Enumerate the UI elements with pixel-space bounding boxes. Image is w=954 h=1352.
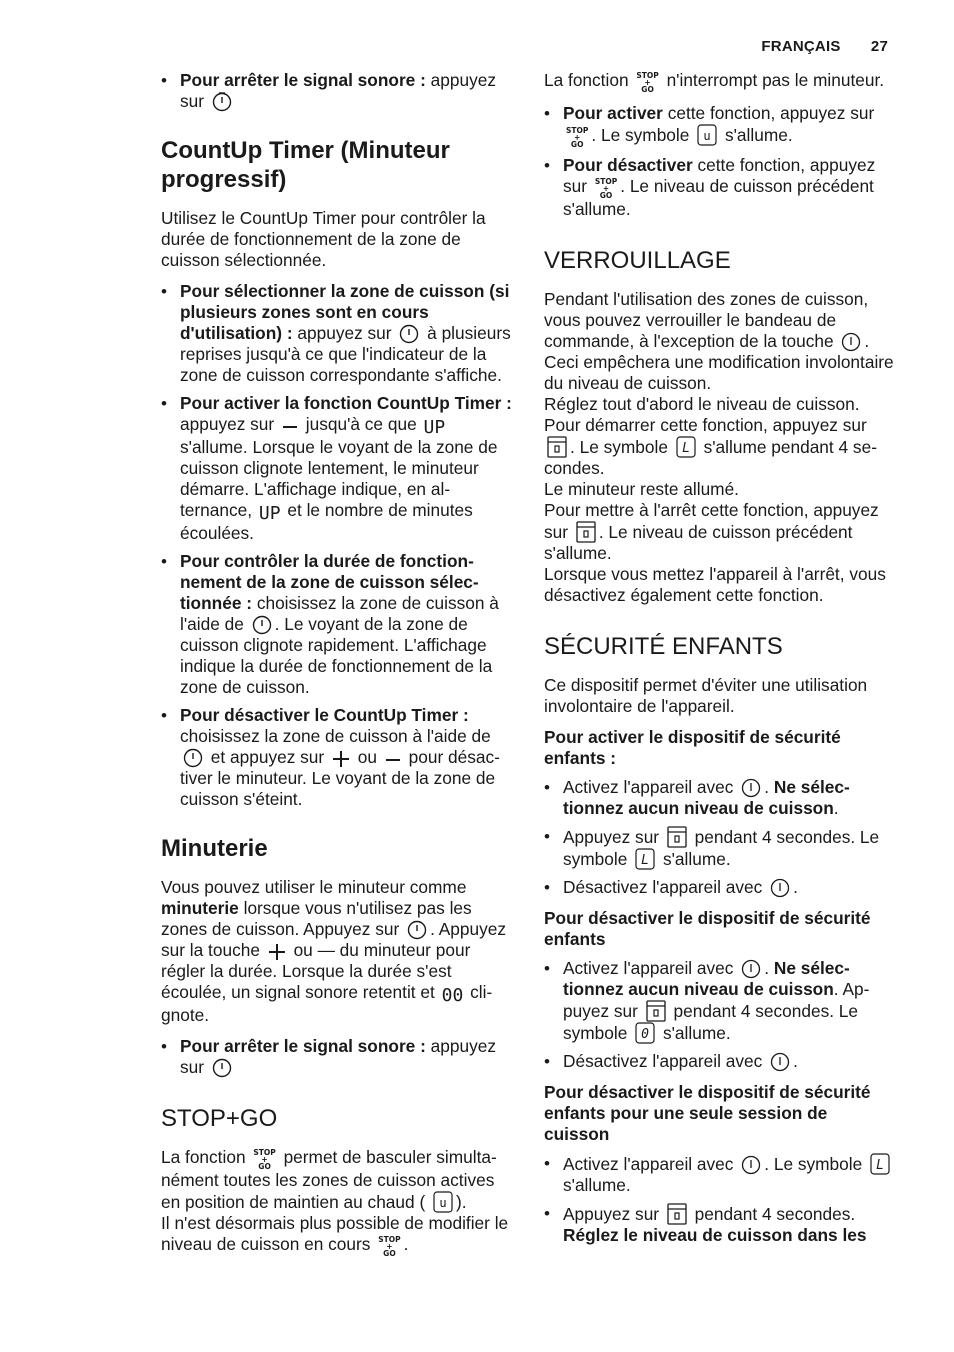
stopgo-text: La fonction STOP + GO permet de basculer simultanément toutes les zones de cuisson actives en position de maintien au chaud ( u ). Il n'est désormais plus possible de modifier le niveau de cuisson en cours STOP + GO .: [161, 1147, 509, 1258]
verrouillage-text: Pendant l'utilisation des zones de cuisson, vous pouvez verrouiller le bandeau de commande, à l'exception de la touche . Ceci empêchera une modification involontaire du niveau de cuisson. Réglez tout d'abord le niveau de cuisson. Pour démarrer cette fonction, appuyez sur . Le symbole L s'allume pendant 4 secondes. Le minuteur reste allumé. Pour mettre à l'arrêt cette fonction, appuyez sur . Le niveau de cuisson précédent s'allume. Lorsque vous mettez l'appareil à l'arrêt, vous désactivez également cette fonction.: [544, 289, 894, 605]
up-display: UP: [258, 503, 281, 524]
minuterie-list: [161, 1036, 513, 1078]
list-item: • Activez l'appareil avec . Le symbole L s'allume.: [544, 1153, 896, 1196]
lock-icon: [576, 521, 596, 543]
lock-letter-symbol: [635, 848, 655, 870]
svg-text:u: u: [703, 129, 711, 143]
timer-icon: [212, 92, 232, 112]
up-display: UP: [423, 417, 446, 438]
svg-text:L: L: [681, 441, 690, 456]
stop-go-icon: STOP + GO: [378, 1235, 401, 1258]
keep-warm-symbol: [697, 124, 717, 146]
list-item: • Pour activer la fonction CountUp Timer : appuyez sur jusqu'à ce que UP s'allume. Lorsque le voyant de la zone de cuisson clignote lentement, le minuteur démarre. L'affichage indique, en alternance, UP et le nombre de minutes écoulées.: [161, 393, 513, 544]
minuterie-title: Minuterie: [161, 835, 268, 862]
minuterie-text: Vous pouvez utiliser le minuteur comme minuterie lorsque vous n'utilisez pas les zones de cuisson. Appuyez sur . Appuyez sur la touche ou — du minuteur pour régler la durée. Lorsque la durée s'est écoulée, un signal sonore retentit et 00 clignote.: [161, 877, 506, 1025]
svg-text:0: 0: [641, 1027, 650, 1042]
page-header: [761, 38, 888, 55]
list-item: • Activez l'appareil avec . Ne sélectionnez aucun niveau de cuisson. Appuyez sur pendant 4 secondes. Le symbole 0 s'allume.: [544, 958, 896, 1044]
securite-title: SÉCURITÉ ENFANTS: [544, 633, 783, 660]
lock-letter-symbol: [870, 1153, 890, 1175]
list-item: • Appuyez sur pendant 4 secondes. Réglez le niveau de cuisson dans les: [544, 1203, 896, 1246]
power-icon: [741, 959, 761, 979]
single-session-list: [544, 1153, 896, 1246]
svg-text:L: L: [876, 1158, 884, 1173]
list-item: • Pour arrêter le signal sonore : appuyez sur: [161, 1036, 513, 1078]
stop-go-icon: STOP + GO: [636, 71, 659, 94]
timer-icon: [399, 324, 419, 344]
stopgo-continue: La fonction STOP + GO n'interrompt pas le minuteur.: [544, 70, 885, 94]
list-item: • Pour désactiver cette fonction, appuyez sur STOP + GO . Le niveau de cuisson précédent s'allume.: [544, 155, 896, 220]
lock-letter-symbol: [676, 436, 696, 458]
lock-icon: [667, 826, 687, 848]
countup-intro: Utilisez le CountUp Timer pour contrôler la durée de fonctionnement de la zone de cuisson sélectionnée.: [161, 208, 486, 270]
timer-icon: [183, 748, 203, 768]
stop-go-icon: STOP + GO: [253, 1148, 276, 1171]
stopgo-list: [544, 103, 896, 220]
activate-child-lock-list: [544, 777, 896, 898]
language-label: FRANÇAIS: [761, 38, 841, 55]
single-session-heading: Pour désactiver le dispositif de sécurité enfants pour une seule session de cuisson: [544, 1082, 871, 1144]
svg-text:u: u: [439, 1196, 447, 1210]
power-icon: [841, 332, 861, 352]
list-item: • Pour contrôler la durée de fonctionnement de la zone de cuisson sélectionnée : choisissez la zone de cuisson à l'aide de . Le voyant de la zone de cuisson clignote rapidement. L'affichage indique la durée de fonctionnement de la zone de cuisson.: [161, 551, 513, 698]
lock-icon: [667, 1203, 687, 1225]
deactivate-child-lock-list: [544, 958, 896, 1072]
zero-symbol: [635, 1022, 655, 1044]
list-item: • Pour activer cette fonction, appuyez sur STOP + GO . Le symbole u s'allume.: [544, 103, 896, 148]
plus-icon: [268, 943, 286, 961]
minus-icon: [385, 752, 401, 768]
list-item: • Pour sélectionner la zone de cuisson (si plusieurs zones sont en cours d'utilisation) : appuyez sur à plusieurs reprises jusqu'à ce que l'indicateur de la zone de cuisson correspondante s'affiche.: [161, 281, 513, 386]
list-item: • Désactivez l'appareil avec .: [544, 1051, 896, 1072]
minus-icon: [282, 419, 298, 435]
lock-icon: [646, 1000, 666, 1022]
left-column: [161, 70, 513, 1267]
right-column: [544, 70, 896, 1256]
stopgo-title: STOP+GO: [161, 1105, 278, 1132]
timer-icon: [407, 920, 427, 940]
timer-icon: [212, 1058, 232, 1078]
double-zero-display: 00: [441, 985, 464, 1006]
list-item: • Pour arrêter le signal sonore : appuyez sur: [161, 70, 513, 112]
svg-text:L: L: [641, 853, 650, 868]
page-number: 27: [870, 38, 888, 55]
list-item: • Activez l'appareil avec . Ne sélectionnez aucun niveau de cuisson.: [544, 777, 896, 819]
timer-icon: [252, 615, 272, 635]
list-item: • Appuyez sur pendant 4 secondes. Le symbole L s'allume.: [544, 826, 896, 870]
alarm-stop-list: [161, 70, 513, 112]
plus-icon: [332, 750, 350, 768]
stop-go-icon: STOP + GO: [594, 177, 618, 200]
countup-title: CountUp Timer (Minuteur progressif): [161, 137, 450, 193]
power-icon: [741, 778, 761, 798]
stop-go-icon: STOP + GO: [566, 126, 589, 149]
list-item: • Désactivez l'appareil avec .: [544, 877, 896, 898]
power-icon: [741, 1155, 761, 1175]
power-icon: [770, 1052, 790, 1072]
deactivate-child-lock-heading: Pour désactiver le dispositif de sécurité enfants: [544, 908, 871, 949]
securite-intro: Ce dispositif permet d'éviter une utilisation involontaire de l'appareil.: [544, 675, 868, 716]
keep-warm-symbol: [433, 1191, 453, 1213]
power-icon: [770, 878, 790, 898]
list-item: • Pour désactiver le CountUp Timer : choisissez la zone de cuisson à l'aide de et appuyez sur ou pour désactiver le minuteur. Le voyant de la zone de cuisson s'éteint.: [161, 705, 513, 810]
activate-child-lock-heading: Pour activer le dispositif de sécurité enfants :: [544, 727, 841, 768]
verrouillage-title: VERROUILLAGE: [544, 247, 731, 274]
countup-list: [161, 281, 513, 810]
lock-icon: [547, 436, 567, 458]
